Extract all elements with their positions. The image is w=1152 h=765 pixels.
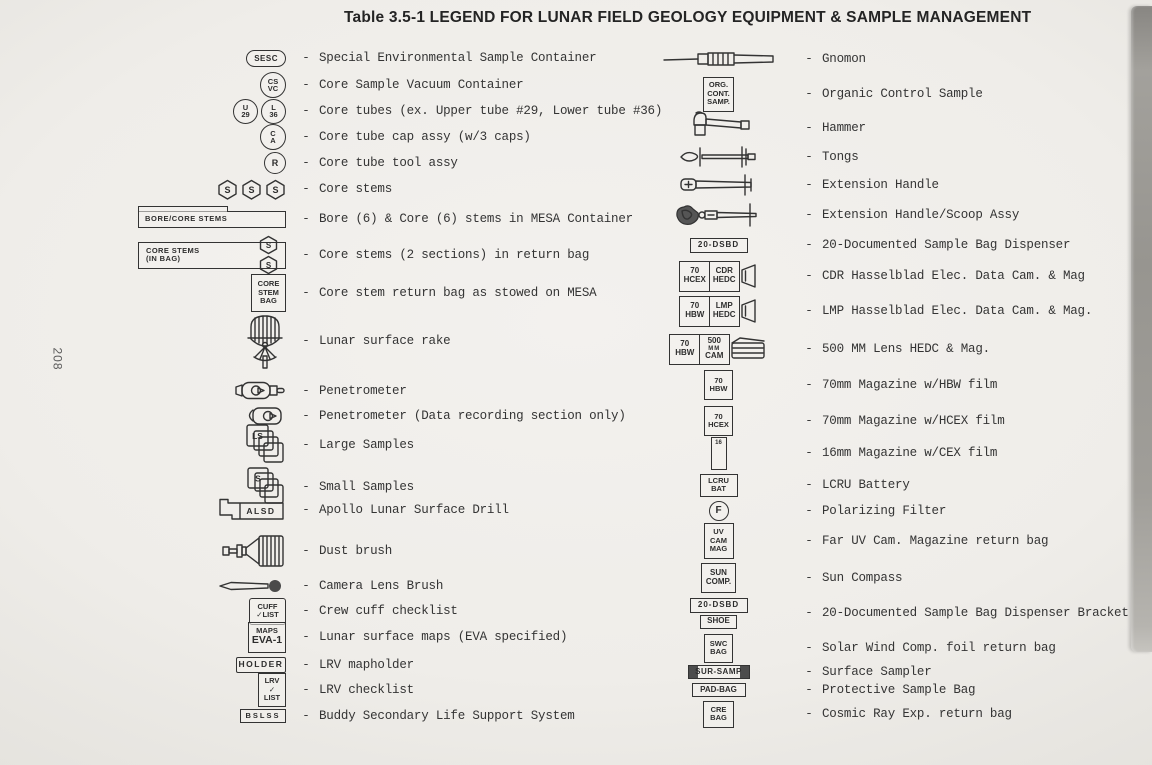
organic-control-sample-icon: ORG. CONT. SAMP.	[703, 77, 734, 112]
cdr-camera-icon: 70 HCEX CDR HEDC	[679, 261, 758, 292]
item-label: Small Samples	[319, 480, 414, 494]
lrv-checklist-icon: LRV ✓ LIST	[258, 673, 286, 707]
extension-handle-scoop-icon	[674, 201, 764, 229]
item-label: Apollo Lunar Surface Drill	[319, 503, 509, 517]
item-label: Lunar surface maps (EVA specified)	[319, 630, 568, 644]
legend-row	[636, 230, 1070, 260]
cuff-checklist-icon: CUFF ✓LIST	[249, 598, 286, 625]
separator-dash: -	[805, 178, 813, 192]
separator-dash: -	[805, 683, 813, 697]
core-stem-hexagon-icon	[259, 235, 278, 255]
svg-text:S: S	[272, 184, 279, 195]
lower-core-tube-icon: L 36	[261, 99, 286, 124]
camera-lens-brush-icon	[218, 578, 286, 594]
separator-dash: -	[805, 378, 813, 392]
item-label: CDR Hasselblad Elec. Data Cam. & Mag	[822, 269, 1085, 283]
separator-dash: -	[805, 269, 813, 283]
legend-row	[636, 200, 1019, 230]
item-label: LRV mapholder	[319, 658, 414, 672]
core-stem-hexagon-icon	[241, 179, 262, 200]
svg-text:S: S	[255, 473, 261, 484]
separator-dash: -	[302, 130, 310, 144]
hammer-icon	[686, 110, 752, 146]
item-label: Core tube tool assy	[319, 156, 458, 170]
separator-dash: -	[805, 478, 813, 492]
legend-row	[636, 113, 866, 143]
item-label: Crew cuff checklist	[319, 604, 458, 618]
separator-dash: -	[302, 156, 310, 170]
legend-row	[636, 370, 997, 400]
item-label: 20-Documented Sample Bag Dispenser Bracket	[822, 606, 1129, 620]
separator-dash: -	[805, 304, 813, 318]
legend-row	[636, 438, 997, 468]
large-samples-icon	[242, 423, 286, 467]
svg-text:ALSD: ALSD	[246, 506, 276, 516]
dust-brush-icon	[222, 534, 286, 568]
core-tube-cap-icon: C A	[260, 124, 286, 150]
item-label: Core stems (2 sections) in return bag	[319, 248, 590, 262]
item-label: Cosmic Ray Exp. return bag	[822, 707, 1012, 721]
separator-dash: -	[302, 334, 310, 348]
item-label: Large Samples	[319, 438, 414, 452]
separator-dash: -	[805, 707, 813, 721]
16mm-magazine-icon: 16	[711, 437, 727, 470]
svg-text:S: S	[248, 184, 255, 195]
separator-dash: -	[805, 446, 813, 460]
item-label: 16mm Magazine w/CEX film	[822, 446, 998, 460]
bslss-icon: BSLSS	[240, 709, 286, 723]
item-label: Polarizing Filter	[822, 504, 947, 518]
legend-row	[636, 261, 1085, 291]
lunar-rake-icon	[244, 312, 286, 370]
item-label: LRV checklist	[319, 683, 414, 697]
item-label: Tongs	[822, 150, 859, 164]
item-label: Core tubes (ex. Upper tube #29, Lower tube #36)	[319, 104, 663, 118]
separator-dash: -	[805, 87, 813, 101]
legend-row	[138, 240, 589, 270]
separator-dash: -	[302, 212, 310, 226]
item-label: Hammer	[822, 121, 866, 135]
camera-glyph-icon	[740, 298, 758, 324]
separator-dash: -	[805, 571, 813, 585]
separator-dash: -	[302, 544, 310, 558]
separator-dash: -	[805, 641, 813, 655]
item-label: Solar Wind Comp. foil return bag	[822, 641, 1056, 655]
separator-dash: -	[302, 709, 310, 723]
lmp-camera-icon: 70 HBW LMP HEDC	[679, 296, 758, 327]
lunar-surface-drill-icon	[218, 495, 286, 525]
core-stem-hexagon-icon	[265, 179, 286, 200]
separator-dash: -	[805, 414, 813, 428]
item-label: 70mm Magazine w/HBW film	[822, 378, 998, 392]
item-label: Core tube cap assy (w/3 caps)	[319, 130, 531, 144]
item-label: Special Environmental Sample Container	[319, 51, 597, 65]
item-label: Dust brush	[319, 544, 393, 558]
item-label: Extension Handle	[822, 178, 939, 192]
item-label: Organic Control Sample	[822, 87, 983, 101]
legend-row	[636, 496, 946, 526]
item-label: Extension Handle/Scoop Assy	[822, 208, 1020, 222]
legend-row	[636, 598, 1129, 628]
legend-row	[636, 406, 1005, 436]
legend-row	[138, 495, 509, 525]
cre-bag-icon: CRE BAG	[703, 701, 734, 728]
item-label: Buddy Secondary Life Support System	[319, 709, 575, 723]
legend-row	[138, 278, 596, 308]
item-label: Protective Sample Bag	[822, 683, 976, 697]
legend-row	[138, 204, 633, 234]
svg-text:S: S	[265, 241, 272, 250]
item-label: Sun Compass	[822, 571, 903, 585]
item-label: Penetrometer (Data recording section only)	[319, 409, 626, 423]
separator-dash: -	[302, 503, 310, 517]
separator-dash: -	[302, 248, 310, 262]
legend-row	[138, 536, 392, 566]
legend-row	[636, 563, 902, 593]
legend-row	[636, 699, 1012, 729]
legend-row	[636, 170, 939, 200]
separator-dash: -	[302, 438, 310, 452]
penetrometer-icon	[232, 379, 286, 403]
separator-dash: -	[805, 121, 813, 135]
legend-row	[138, 43, 596, 73]
core-stems-in-bag-box-icon: CORE STEMS (IN BAG) S S	[138, 242, 286, 269]
separator-dash: -	[805, 150, 813, 164]
separator-dash: -	[805, 238, 813, 252]
swc-bag-icon: SWC BAG	[704, 634, 733, 663]
sample-bag-dispenser-icon: 20-DSBD	[690, 238, 748, 253]
separator-dash: -	[302, 78, 310, 92]
item-label: Core stem return bag as stowed on MESA	[319, 286, 597, 300]
separator-dash: -	[302, 51, 310, 65]
core-stem-hexagon-icon	[217, 179, 238, 200]
uv-camera-magazine-icon: UV CAM MAG	[704, 523, 734, 559]
item-label: 70mm Magazine w/HCEX film	[822, 414, 1005, 428]
item-label: Bore (6) & Core (6) stems in MESA Container	[319, 212, 633, 226]
separator-dash: -	[805, 52, 813, 66]
surface-sampler-icon: SUR-SAMP	[688, 665, 750, 679]
item-label: 20-Documented Sample Bag Dispenser	[822, 238, 1071, 252]
item-label: Core Sample Vacuum Container	[319, 78, 524, 92]
item-label: LMP Hasselblad Elec. Data Cam. & Mag.	[822, 304, 1093, 318]
legend-row	[636, 526, 1048, 556]
page-title: Table 3.5-1 LEGEND FOR LUNAR FIELD GEOLOGY EQUIPMENT & SAMPLE MANAGEMENT	[344, 9, 1032, 26]
separator-dash: -	[302, 182, 310, 196]
svg-text:S: S	[224, 184, 231, 195]
lcru-battery-icon: LCRU BAT	[700, 474, 738, 497]
item-label: LCRU Battery	[822, 478, 910, 492]
core-stem-hexagon-icon	[259, 255, 278, 275]
legend-row	[636, 142, 859, 172]
core-tube-tool-icon: R	[264, 152, 286, 174]
separator-dash: -	[805, 665, 813, 679]
protective-sample-bag-icon: PAD-BAG	[692, 683, 746, 697]
legend-row	[138, 430, 414, 460]
lunar-maps-icon: MAPS EVA-1	[248, 622, 286, 653]
legend-row	[636, 79, 983, 109]
map-holder-icon: HOLDER	[236, 657, 286, 673]
extension-handle-icon	[679, 174, 759, 196]
separator-dash: -	[302, 630, 310, 644]
svg-text:S: S	[265, 261, 272, 270]
separator-dash: -	[302, 480, 310, 494]
legend-row	[138, 326, 450, 356]
core-stem-bag-box-icon: CORE STEM BAG	[251, 274, 286, 312]
separator-dash: -	[302, 604, 310, 618]
separator-dash: -	[805, 606, 813, 620]
separator-dash: -	[805, 504, 813, 518]
separator-dash: -	[805, 534, 813, 548]
item-label: Far UV Cam. Magazine return bag	[822, 534, 1049, 548]
sun-compass-icon: SUN COMP.	[701, 563, 736, 593]
scan-edge-strip	[1131, 6, 1152, 652]
item-label: 500 MM Lens HEDC & Mag.	[822, 342, 990, 356]
tongs-icon	[679, 145, 759, 169]
dispenser-bracket-icon: 20-DSBD SHOE	[690, 598, 748, 629]
item-label: Camera Lens Brush	[319, 579, 444, 593]
separator-dash: -	[302, 384, 310, 398]
upper-core-tube-icon: U 29	[233, 99, 258, 124]
item-label: Surface Sampler	[822, 665, 932, 679]
separator-dash: -	[302, 409, 310, 423]
bore-core-stems-box-icon: BORE/CORE STEMS	[138, 211, 286, 228]
500mm-lens-icon: 70 HBW 500 MM CAM	[669, 334, 768, 365]
separator-dash: -	[805, 342, 813, 356]
separator-dash: -	[302, 286, 310, 300]
separator-dash: -	[302, 658, 310, 672]
separator-dash: -	[302, 579, 310, 593]
legend-row	[138, 174, 392, 204]
item-label: Core stems	[319, 182, 393, 196]
separator-dash: -	[302, 683, 310, 697]
gnomon-icon	[662, 50, 776, 68]
legend-row	[636, 44, 866, 74]
legend-row	[636, 334, 990, 364]
svg-text:LS: LS	[252, 431, 263, 441]
separator-dash: -	[805, 208, 813, 222]
70mm-hcex-magazine-icon: 70 HCEX	[704, 406, 733, 436]
page-number: 208	[50, 347, 65, 371]
core-sample-vacuum-container-icon: CS VC	[260, 72, 286, 98]
camera-glyph-icon	[740, 263, 758, 289]
legend-row	[138, 622, 567, 652]
sesc-container-icon: SESC	[246, 50, 286, 67]
item-label: Gnomon	[822, 52, 866, 66]
separator-dash: -	[302, 104, 310, 118]
polarizing-filter-icon: F	[709, 501, 729, 521]
legend-row	[138, 701, 575, 731]
item-label: Penetrometer	[319, 384, 407, 398]
70mm-hbw-magazine-icon: 70 HBW	[704, 370, 733, 400]
item-label: Lunar surface rake	[319, 334, 451, 348]
legend-row	[636, 296, 1092, 326]
lens-barrel-icon	[730, 335, 768, 363]
